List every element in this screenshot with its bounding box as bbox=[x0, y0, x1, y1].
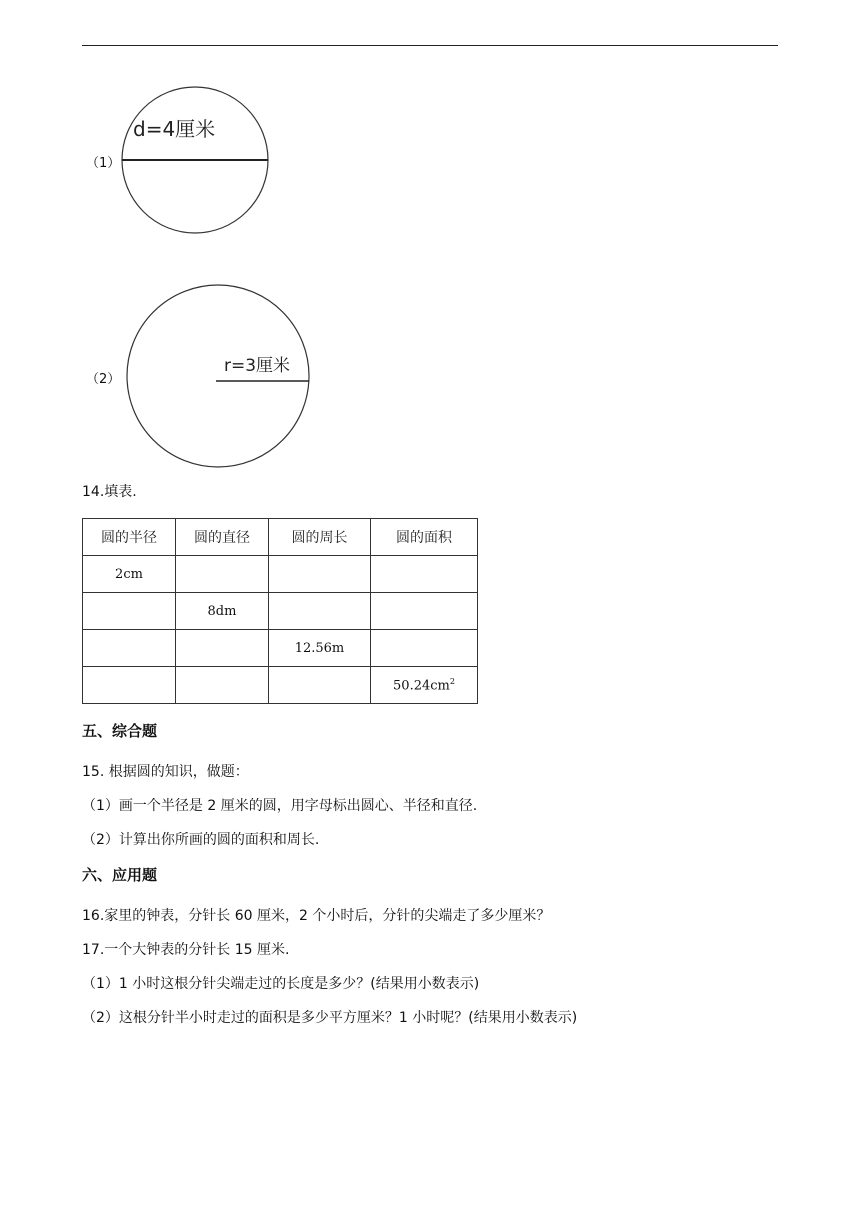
figure-2-circle bbox=[120, 278, 316, 474]
header-circumference: 圆的周长 bbox=[269, 519, 371, 556]
q15-text: 15. 根据圆的知识，做题： bbox=[82, 764, 249, 780]
table-cell: 12.56m bbox=[269, 630, 371, 667]
table-cell bbox=[83, 593, 176, 630]
q16-text: 16.家里的钟表，分针长 60 厘米，2 个小时后，分针的尖端走了多少厘米？ bbox=[82, 908, 551, 924]
header-diameter: 圆的直径 bbox=[176, 519, 269, 556]
table-cell bbox=[371, 556, 478, 593]
table-cell bbox=[176, 630, 269, 667]
fill-table bbox=[82, 518, 478, 704]
area-value-cell bbox=[371, 667, 478, 704]
table-cell bbox=[83, 630, 176, 667]
section-5-heading: 五、综合题 bbox=[82, 722, 158, 740]
table-cell bbox=[176, 667, 269, 704]
figure-1-label: （1） bbox=[86, 156, 121, 171]
table-cell bbox=[371, 630, 478, 667]
q17-2-text: （2）这根分针半小时走过的面积是多少平方厘米？1 小时呢？(结果用小数表示) bbox=[82, 1010, 578, 1026]
figure-2-label: （2） bbox=[86, 372, 121, 387]
header-rule bbox=[82, 45, 778, 46]
area-unit-exponent: 2 bbox=[449, 676, 455, 686]
table-cell: 2cm bbox=[83, 556, 176, 593]
table-cell bbox=[371, 593, 478, 630]
table-cell bbox=[269, 593, 371, 630]
section-6-heading: 六、应用题 bbox=[82, 866, 158, 884]
figure-1-circle bbox=[115, 80, 275, 240]
table-cell bbox=[176, 556, 269, 593]
header-area: 圆的面积 bbox=[371, 519, 478, 556]
header-radius: 圆的半径 bbox=[83, 519, 176, 556]
q15-2-text: （2）计算出你所画的圆的面积和周长. bbox=[82, 832, 320, 848]
table-cell: 8dm bbox=[176, 593, 269, 630]
q17-1-text: （1）1 小时这根分针尖端走过的长度是多少？(结果用小数表示) bbox=[82, 976, 480, 992]
table-cell bbox=[83, 667, 176, 704]
table-cell bbox=[269, 667, 371, 704]
table-cell bbox=[269, 556, 371, 593]
area-value: 50.24cm bbox=[393, 678, 450, 694]
q14-title: 14.填表. bbox=[82, 484, 137, 500]
radius-annotation: r=3厘米 bbox=[224, 356, 291, 376]
q15-1-text: （1）画一个半径是 2 厘米的圆，用字母标出圆心、半径和直径. bbox=[82, 798, 478, 814]
q17-text: 17.一个大钟表的分针长 15 厘米. bbox=[82, 942, 290, 958]
diameter-annotation: d=4厘米 bbox=[133, 117, 216, 141]
